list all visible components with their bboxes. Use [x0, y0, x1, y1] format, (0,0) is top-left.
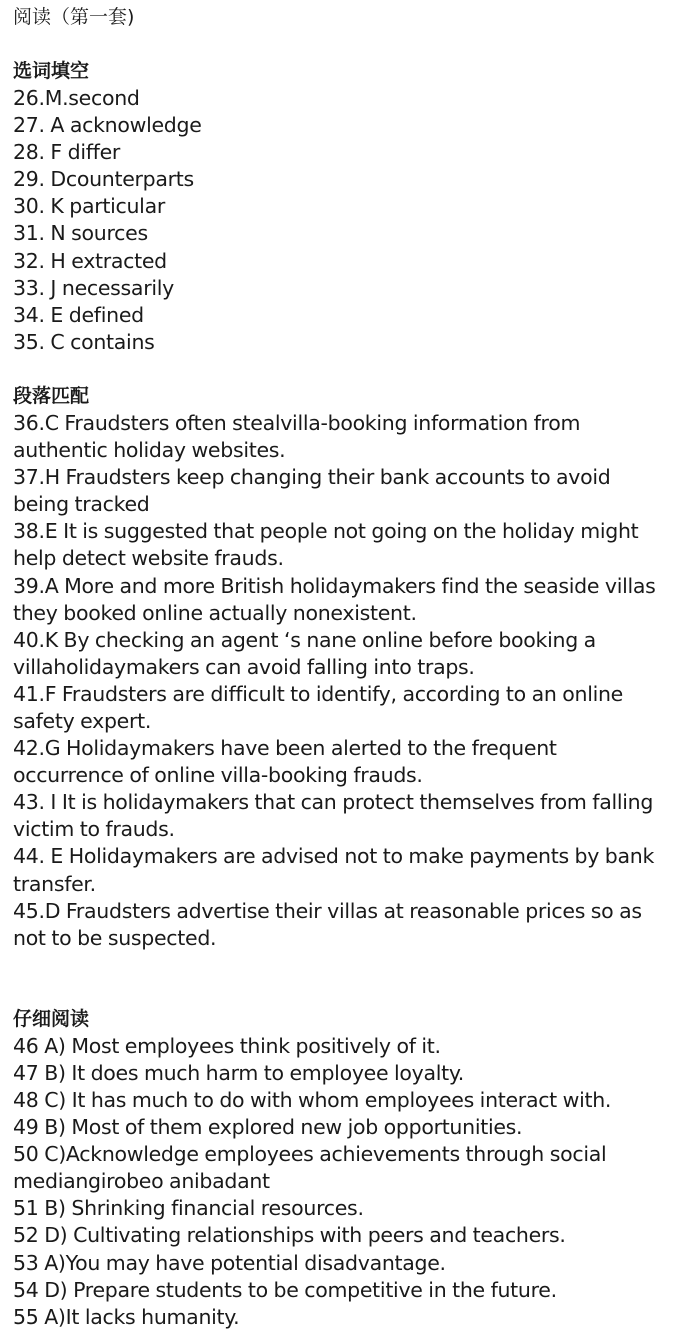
- answer-line: 48 C) It has much to do with whom employees interact with.: [13, 1088, 612, 1112]
- answer-line: 51 B) Shrinking financial resources.: [13, 1196, 364, 1221]
- section-paragraph-matching: [13, 383, 691, 952]
- answer-list: [13, 410, 691, 952]
- answer-line: mediangirobeo anibadant: [13, 1169, 270, 1194]
- answer-line: 54 D) Prepare students to be competitive in the future.: [13, 1277, 557, 1302]
- answer-list: [13, 1033, 691, 1331]
- spacer: [13, 952, 691, 1006]
- section-heading: 段落匹配: [13, 384, 90, 407]
- answer-line: 38.E It is suggested that people not going on the holiday might: [13, 519, 639, 544]
- answer-line: occurrence of online villa-booking frauds.: [13, 763, 423, 788]
- answer-line: 35. C contains: [13, 329, 155, 354]
- section-heading: 选词填空: [13, 60, 90, 82]
- answer-line: 31. N sources: [13, 221, 148, 246]
- document-title: 阅读（第一套): [13, 6, 135, 28]
- answer-line: 33. J necessarily: [13, 275, 174, 300]
- answer-line: 29. Dcounterparts: [13, 167, 194, 192]
- answer-line: being tracked: [13, 492, 150, 517]
- section-word-bank: [13, 58, 691, 356]
- section-heading: 仔细阅读: [13, 1007, 90, 1030]
- answer-list: [13, 85, 691, 356]
- answer-line: help detect website frauds.: [13, 546, 284, 571]
- answer-line: 37.H Fraudsters keep changing their bank accounts to avoid: [13, 465, 611, 490]
- answer-line: authentic holiday websites.: [13, 438, 286, 463]
- answer-line: 47 B) It does much harm to employee loyalty.: [13, 1060, 464, 1085]
- answer-line: 42.G Holidaymakers have been alerted to the frequent: [13, 736, 557, 761]
- answer-line: 45.D Fraudsters advertise their villas at reasonable prices so as: [13, 898, 642, 923]
- answer-line: 27. A acknowledge: [13, 113, 202, 138]
- answer-line: 34. E defined: [13, 302, 144, 327]
- answer-line: 53 A)You may have potential disadvantage.: [13, 1250, 446, 1275]
- section-careful-reading: [13, 1006, 691, 1331]
- answer-line: they booked online actually nonexistent.: [13, 600, 417, 625]
- answer-line: 43. I It is holidaymakers that can protect themselves from falling: [13, 790, 654, 815]
- answer-line: 36.C Fraudsters often stealvilla-booking information from: [13, 410, 581, 435]
- spacer: [13, 31, 691, 58]
- answer-line: 39.A More and more British holidaymakers find the seaside villas: [13, 573, 656, 598]
- answer-line: 26.M.second: [13, 86, 140, 110]
- answer-line: 50 C)Acknowledge employees achievements through social: [13, 1142, 607, 1167]
- answer-line: 55 A)It lacks humanity.: [13, 1304, 240, 1329]
- answer-line: 41.F Fraudsters are difficult to identify, according to an online: [13, 681, 623, 706]
- answer-line: 52 D) Cultivating relationships with peers and teachers.: [13, 1223, 566, 1248]
- spacer: [13, 356, 691, 383]
- answer-line: victim to frauds.: [13, 817, 175, 842]
- answer-line: 32. H extracted: [13, 248, 167, 273]
- answer-line: 46 A) Most employees think positively of it.: [13, 1033, 441, 1058]
- answer-line: 30. K particular: [13, 194, 165, 219]
- answer-line: not to be suspected.: [13, 925, 217, 950]
- answer-line: 40.K By checking an agent ‘s nane online before booking a: [13, 627, 596, 652]
- answer-line: safety expert.: [13, 708, 152, 733]
- answer-line: villaholidaymakers can avoid falling into traps.: [13, 654, 475, 679]
- answer-line: transfer.: [13, 871, 96, 896]
- answer-line: 44. E Holidaymakers are advised not to make payments by bank: [13, 844, 655, 869]
- answer-line: 28. F differ: [13, 140, 121, 165]
- answer-line: 49 B) Most of them explored new job opportunities.: [13, 1115, 523, 1140]
